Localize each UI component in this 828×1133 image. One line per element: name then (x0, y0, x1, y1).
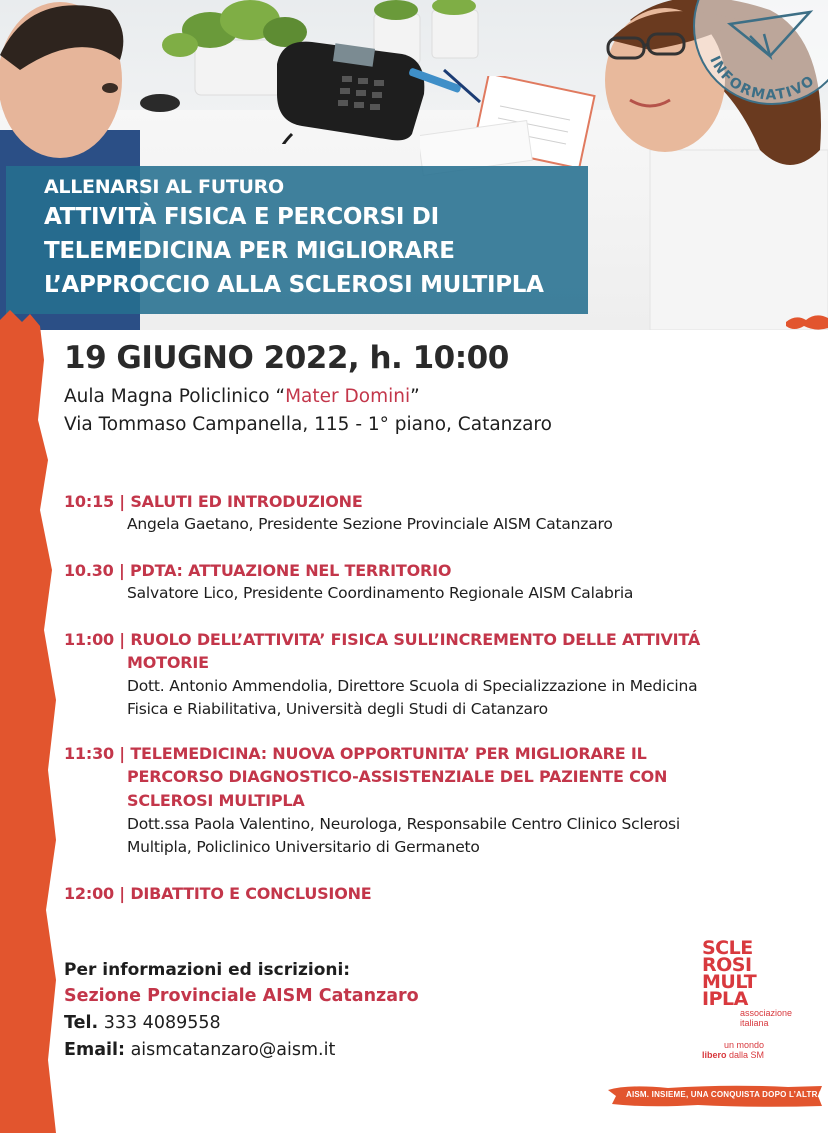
agenda-item-title: 10:15 | SALUTI ED INTRODUZIONE (64, 492, 363, 511)
orange-brush-strip (0, 300, 60, 1133)
logo-tagline: un mondo (724, 1040, 765, 1050)
logo-word: MULT (702, 971, 757, 993)
venue-name: Mater Domini (285, 386, 411, 407)
agenda-item-speaker: Salvatore Lico, Presidente Coordinamento Regionale AISM Calabria (127, 584, 634, 602)
venue-suffix: ” (410, 386, 420, 407)
agenda-item-speaker: Dott. Antonio Ammendolia, Direttore Scuola di Specializzazione in Medicina (127, 677, 698, 695)
agenda-item-speaker: Fisica e Riabilitativa, Università degli Studi di Catanzaro (127, 700, 548, 718)
logo-subtitle: associazione (740, 1008, 793, 1018)
logo-subtitle: italiana (740, 1018, 769, 1028)
agenda-item-title: MOTORIE (127, 653, 209, 672)
agenda-item-title: 12:00 | DIBATTITO E CONCLUSIONE (64, 884, 372, 903)
logo-tagline (702, 1050, 802, 1060)
agenda-item-title: PERCORSO DIAGNOSTICO-ASSISTENZIALE DEL PAZIENTE CON (127, 767, 668, 786)
event-address: Via Tommaso Campanella, 115 - 1° piano, Catanzaro (64, 414, 552, 435)
logo-word: IPLA (702, 988, 748, 1010)
event-title-line: L’APPROCCIO ALLA SCLEROSI MULTIPLA (44, 272, 544, 298)
informativo-badge (692, 0, 828, 116)
logo-word: SCLE (702, 937, 753, 959)
event-title-line: TELEMEDICINA PER MIGLIORARE (44, 238, 455, 264)
contact-email (64, 1040, 335, 1060)
phone-value[interactable]: 333 4089558 (103, 1013, 221, 1033)
agenda-item-title: 11:00 | RUOLO DELL’ATTIVITA’ FISICA SULL’INCREMENTO DELLE ATTIVITÁ (64, 630, 701, 649)
agenda-item-speaker: Dott.ssa Paola Valentino, Neurologa, Responsabile Centro Clinico Sclerosi (127, 815, 681, 833)
email-label: Email: (64, 1040, 125, 1060)
brush-mark (786, 312, 828, 332)
contact-heading: Per informazioni ed iscrizioni: (64, 960, 351, 980)
aism-logo (702, 937, 802, 1060)
venue-prefix: Aula Magna Policlinico “ (64, 386, 286, 407)
agenda-item-speaker: Angela Gaetano, Presidente Sezione Provinciale AISM Catanzaro (127, 515, 613, 533)
badge-label: INFORMATIVO (706, 53, 819, 104)
agenda-item-title: SCLEROSI MULTIPLA (127, 791, 305, 810)
event-venue (64, 386, 420, 407)
event-subtitle: ALLENARSI AL FUTURO (44, 176, 284, 198)
agenda-item-title: 10.30 | PDTA: ATTUAZIONE NEL TERRITORIO (64, 561, 452, 580)
title-banner (6, 166, 588, 314)
coaster (138, 92, 182, 114)
logo-word: ROSI (702, 954, 752, 976)
agenda-item-speaker: Multipla, Policlinico Universitario di Germaneto (127, 838, 480, 856)
tagline-rest: dalla SM (729, 1050, 765, 1060)
agenda-item-title: 11:30 | TELEMEDICINA: NUOVA OPPORTUNITA’ PER MIGLIORARE IL (64, 744, 647, 763)
footer-slogan: AISM. INSIEME, UNA CONQUISTA DOPO L’ALTRA (626, 1090, 824, 1099)
contact-organization: Sezione Provinciale AISM Catanzaro (64, 986, 419, 1006)
contact-phone (64, 1013, 221, 1033)
email-value[interactable]: aismcatanzaro@aism.it (130, 1040, 336, 1060)
event-date: 19 GIUGNO 2022, h. 10:00 (64, 340, 509, 376)
event-title-line: ATTIVITÀ FISICA E PERCORSI DI (44, 204, 439, 230)
tagline-bold: libero (702, 1050, 727, 1060)
phone-label: Tel. (64, 1013, 99, 1033)
